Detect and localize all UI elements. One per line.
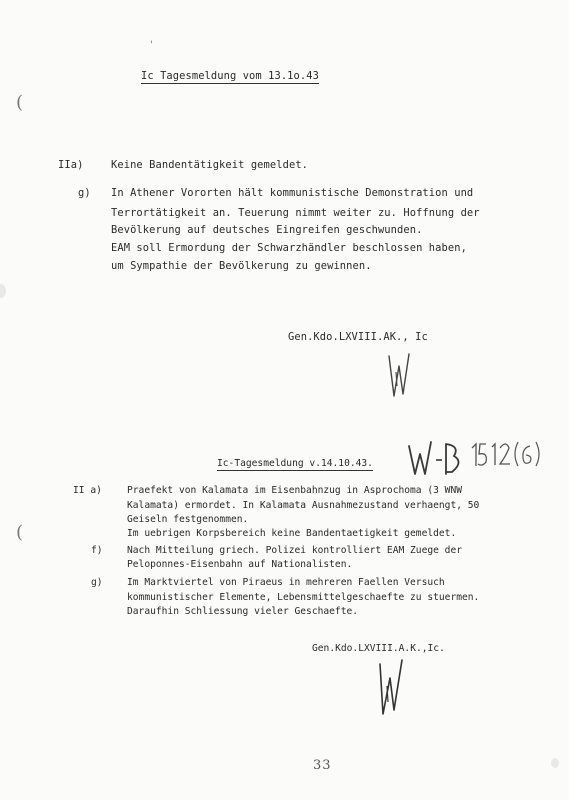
archive-stamp-handwritten <box>406 434 546 482</box>
page-number: 33 <box>313 758 332 773</box>
report1-item-g-line: Bevölkerung auf deutsches Eingreifen geschwunden. <box>111 224 423 236</box>
report2-item-g-line: Im Marktviertel von Piraeus in mehreren Faellen Versuch <box>127 577 445 588</box>
report1-title: Ic Tagesmeldung vom 13.1o.43 <box>141 70 319 82</box>
report2-item-g-line: kommunistischer Elemente, Lebensmittelgeschaefte zu stuermen. <box>127 592 480 603</box>
report1-item-a-label: IIa) <box>58 159 84 171</box>
corner-spot <box>551 758 559 768</box>
report2-item-a-line: Im uebrigen Korpsbereich keine Bandentaetigkeit gemeldet. <box>127 528 457 539</box>
margin-mark-bottom: ( <box>16 522 24 543</box>
report1-item-g-line: Terrortätigkeit an. Teuerung nimmt weiter zu. Hoffnung der <box>111 207 480 219</box>
report2-signature-block: Gen.Kdo.LXVIII.A.K.,Ic. <box>312 643 445 654</box>
report1-item-a-text: Keine Bandentätigkeit gemeldet. <box>111 159 309 171</box>
report2-item-f-line: Peloponnes-Eisenbahn auf Nationalisten. <box>127 559 353 570</box>
report1-signature-block: Gen.Kdo.LXVIII.AK., Ic <box>288 331 428 343</box>
margin-mark-top: ( <box>16 92 24 113</box>
report2-item-a-line: Geiseln festgenommen. <box>127 514 249 525</box>
report1-item-g-line: In Athener Vororten hält kommunistische Demonstration und <box>111 187 474 199</box>
report1-item-g-label: g) <box>78 187 91 199</box>
punch-hole <box>0 284 6 298</box>
report2-initials-signature <box>374 656 410 720</box>
report2-item-a-line: Kalamata) ermordet. In Kalamata Ausnahmezustand verhaengt, 50 <box>127 500 480 511</box>
report2-item-f-label: f) <box>91 545 103 556</box>
report2-item-g-label: g) <box>91 577 103 588</box>
report1-item-g-line: EAM soll Ermordung der Schwarzhändler beschlossen haben, <box>111 242 467 254</box>
report2-item-a-line: Praefekt von Kalamata im Eisenbahnzug in Asprochoma (3 WNW <box>127 485 463 496</box>
report2-item-g-line: Daraufhin Schliessung vieler Geschaefte. <box>127 606 359 617</box>
report2-item-f-line: Nach Mitteilung griech. Polizei kontrolliert EAM Zuege der <box>127 545 463 556</box>
margin-tick: ' <box>150 40 153 51</box>
report1-initials-signature <box>385 352 415 402</box>
report1-item-g-line: um Sympathie der Bevölkerung zu gewinnen. <box>111 260 372 272</box>
report2-item-a-label: II a) <box>73 485 102 496</box>
report2-title: Ic-Tagesmeldung v.14.10.43. <box>217 458 373 469</box>
